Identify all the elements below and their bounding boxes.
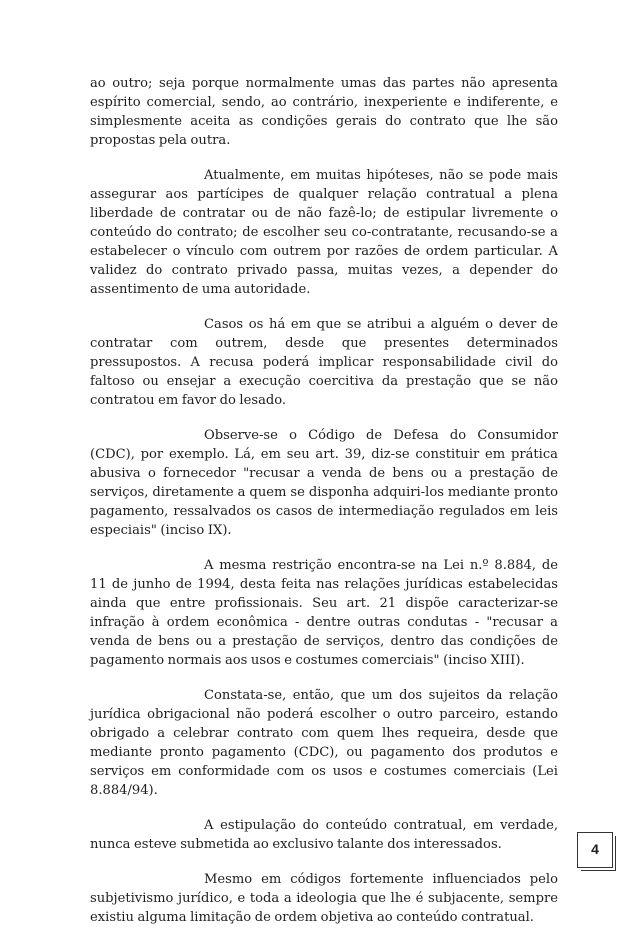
document-body — [90, 74, 558, 943]
paragraph: Observe-se o Código de Defesa do Consumidor (CDC), por exemplo. Lá, em seu art. 39, diz-se constituir em prática abusiva o fornecedor "recusar a venda de bens ou a prestação de serviços, diretamente a quem se disponha adquiri-los mediante pronto pagamento, ressalvados os casos de intermediação regulados em leis especiais" (inciso IX). — [90, 428, 558, 538]
paragraph: A mesma restrição encontra-se na Lei n.º 8.884, de 11 de junho de 1994, desta feita nas relações jurídicas estabelecidas ainda que entre profissionais. Seu art. 21 dispõe caracterizar-se infração à ordem econômica - dentre outras condutas - "recusar a venda de bens ou a prestação de serviços, dentro das condições de pagamento normais aos usos e costumes comerciais" (inciso XIII). — [90, 558, 558, 668]
paragraph: Atualmente, em muitas hipóteses, não se pode mais assegurar aos partícipes de qualquer relação contratual a plena liberdade de contratar ou de não fazê-lo; de estipular livremente o conteúdo do contrato; de escolher seu co-contratante, recusando-se a estabelecer o vínculo com outrem por razões de ordem particular. A validez do contrato privado passa, muitas vezes, a depender do assentimento de uma autoridade. — [90, 168, 558, 297]
paragraph: Constata-se, então, que um dos sujeitos da relação jurídica obrigacional não poderá escolher o outro parceiro, estando obrigado a celebrar contrato com quem lhes requeira, desde que mediante pronto pagamento (CDC), ou pagamento dos produtos e serviços em conformidade com os usos e costumes comerciais (Lei 8.884/94). — [90, 688, 558, 798]
page-number: 4 — [591, 841, 599, 857]
paragraph: A estipulação do conteúdo contratual, em verdade, nunca esteve submetida ao exclusivo talante dos interessados. — [90, 818, 558, 852]
page-number-box — [577, 832, 613, 868]
paragraph: ao outro; seja porque normalmente umas das partes não apresenta espírito comercial, sendo, ao contrário, inexperiente e indiferente, e simplesmente aceita as condições gerais do contrato que lhe são propostas pela outra. — [90, 76, 558, 148]
paragraph: Mesmo em códigos fortemente influenciados pelo subjetivismo jurídico, e toda a ideologia que lhe é subjacente, sempre existiu alguma limitação de ordem objetiva ao conteúdo contratual. — [90, 872, 558, 925]
paragraph: Casos os há em que se atribui a alguém o dever de contratar com outrem, desde que presentes determinados pressupostos. A recusa poderá implicar responsabilidade civil do faltoso ou ensejar a execução coercitiva da prestação que se não contratou em favor do lesado. — [90, 317, 558, 408]
